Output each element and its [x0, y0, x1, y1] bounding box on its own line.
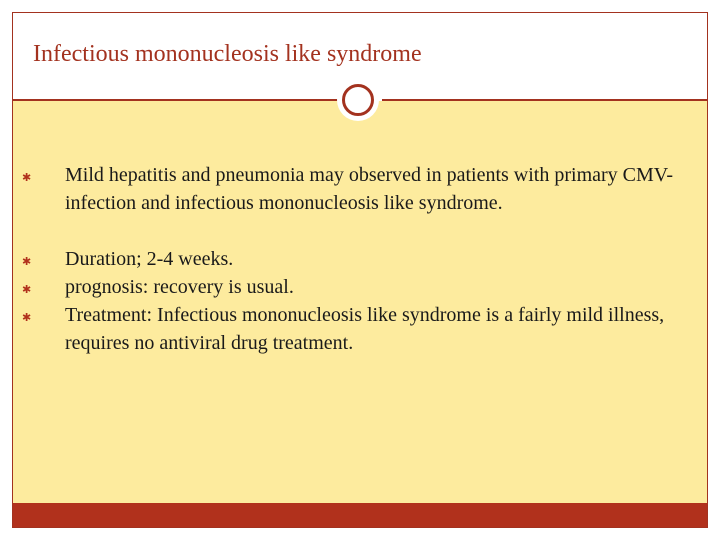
bullet-text: prognosis: recovery is usual. [65, 276, 294, 298]
slide-title: Infectious mononucleosis like syndrome [33, 41, 422, 67]
content-area [13, 101, 707, 503]
ornament-bullet-icon: ✱ [22, 284, 32, 296]
bullet-text: Duration; 2-4 weeks. [65, 248, 234, 270]
ornament-bullet-icon: ✱ [22, 312, 32, 324]
circle-ornament-icon [337, 79, 379, 121]
bullet-item [13, 245, 707, 273]
ornament-bullet-icon: ✱ [22, 172, 32, 184]
bottom-bar [13, 503, 707, 527]
bullet-item [13, 301, 707, 357]
bullet-item [13, 273, 707, 301]
ornament-bullet-icon: ✱ [22, 256, 32, 268]
bullet-list [13, 161, 707, 357]
bullet-text: Mild hepatitis and pneumonia may observed in patients with primary CMV-infection and infectious mononucleosis like syndrome. [65, 164, 674, 214]
bullet-text: Treatment: Infectious mononucleosis like syndrome is a fairly mild illness, requires no antiviral drug treatment. [65, 304, 665, 354]
bullet-item [13, 161, 707, 217]
